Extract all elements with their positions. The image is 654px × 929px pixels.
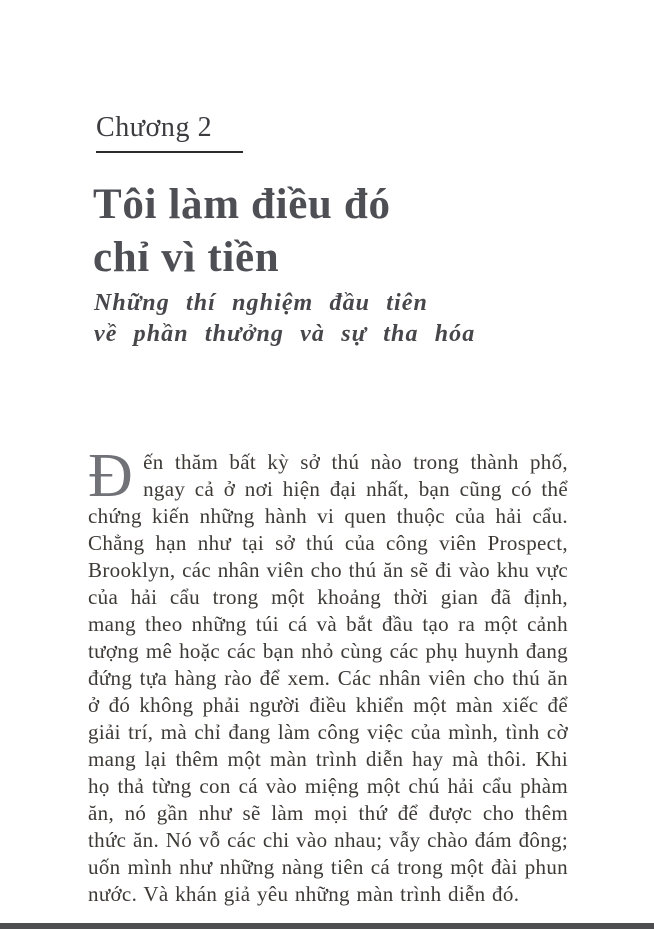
body-paragraph <box>88 442 568 908</box>
footer-bar <box>0 923 654 929</box>
chapter-label: Chương 2 <box>96 112 213 143</box>
chapter-title-line2: chỉ vì tiền <box>93 234 280 281</box>
paragraph-text: ến thăm bất kỳ sở thú nào trong thành phố, ngay cả ở nơi hiện đại nhất, bạn cũng có thể chứng kiến những hành vi quen thuộc của hải cẩu. Chẳng hạn như tại sở thú của công viên Prospect, Brooklyn, các nhân viên cho thú ăn sẽ đi vào khu vực của hải cẩu trong một khoảng thời gian đã định, mang theo những túi cá và bắt đầu tạo ra một cảnh tượng mê hoặc các bạn nhỏ cùng các phụ huynh đang đứng tựa hàng rào để xem. Các nhân viên cho thú ăn ở đó không phải người điều khiển một màn xiếc để giải trí, mà chỉ đang làm công việc của mình, tình cờ mang lại thêm một màn trình diễn hay mà thôi. Khi họ thả từng con cá vào miệng một chú hải cẩu phàm ăn, nó gần như sẽ làm mọi thứ để được cho thêm thức ăn. Nó vỗ các chi vào nhau; vẫy chào đám đông; uốn mình như những nàng tiên cá trong một đài phun nước. Và khán giả yêu những màn trình diễn đó. <box>88 450 568 906</box>
chapter-title <box>93 178 391 284</box>
chapter-subtitle-line1: Những thí nghiệm đầu tiên <box>94 290 428 316</box>
chapter-subtitle <box>94 288 475 350</box>
drop-cap-letter: Đ <box>88 442 134 510</box>
chapter-rule-divider <box>96 151 243 153</box>
chapter-title-line1: Tôi làm điều đó <box>93 181 391 228</box>
chapter-subtitle-line2: về phần thưởng và sự tha hóa <box>94 321 476 347</box>
